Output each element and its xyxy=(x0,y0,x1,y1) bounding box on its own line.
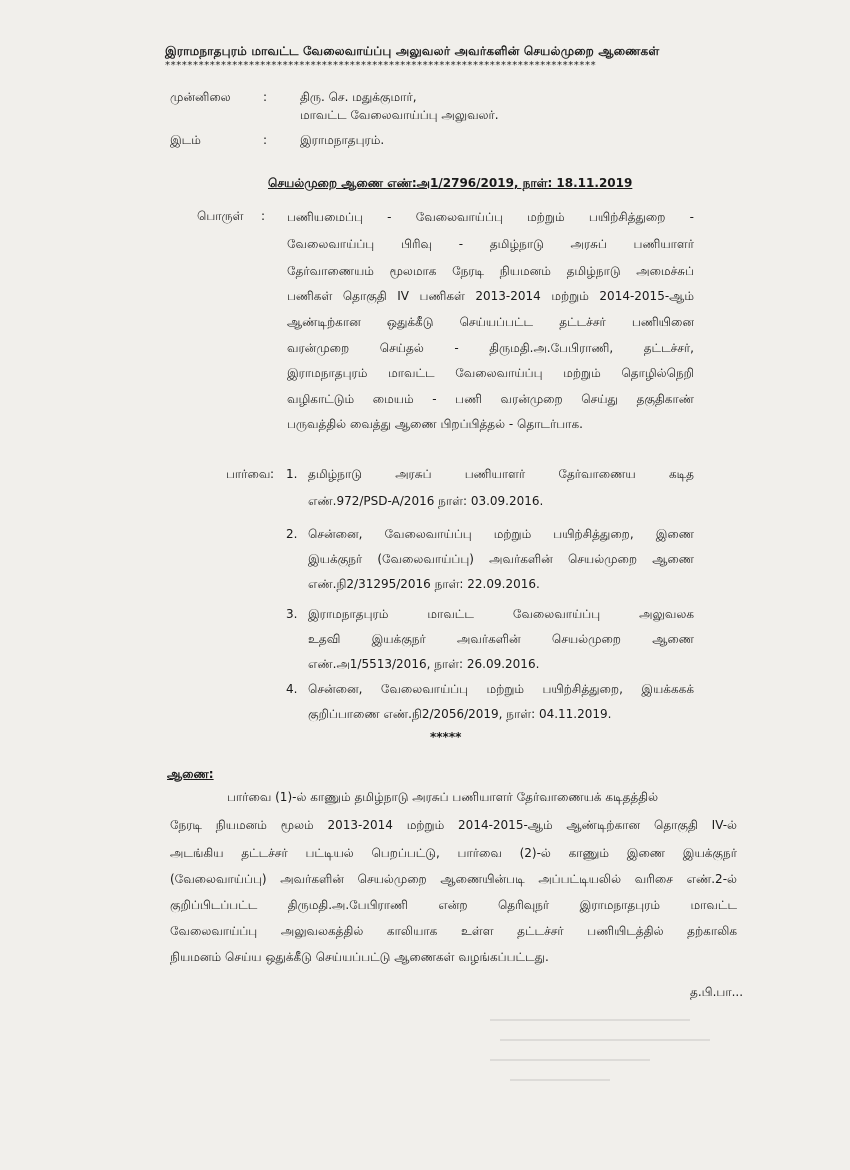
subject-colon: : xyxy=(261,209,266,223)
reference-separator: ***** xyxy=(430,730,462,744)
subject-line: பணியமைப்பு - வேலைவாய்ப்பு மற்றும் பயிற்சித்துறை - xyxy=(287,210,694,224)
subject-line: ஆண்டிற்கான ஒதுக்கீடு செய்யப்பட்ட தட்டச்சர் பணியினை xyxy=(287,315,694,329)
place-value: இராமநாதபுரம். xyxy=(300,133,385,147)
subject-line: வழிகாட்டும் மையம் - பணி வரன்முறை செய்து தகுதிகாண் xyxy=(287,392,694,406)
subject-line: வேலைவாய்ப்பு பிரிவு - தமிழ்நாடு அரசுப் பணியாளர் xyxy=(287,237,694,251)
subject-label: பொருள் xyxy=(197,209,244,223)
order-heading: ஆணை: xyxy=(167,767,214,781)
reference-line: சென்னை, வேலைவாய்ப்பு மற்றும் பயிற்சித்துறை, இயக்ககக் xyxy=(308,682,694,696)
subject-line: பணிகள் தொகுதி IV பணிகள் 2013-2014 மற்றும் 2014-2015-ஆம் xyxy=(287,289,694,303)
reference-number: 1. xyxy=(286,467,298,481)
references-label: பார்வை xyxy=(226,467,271,481)
references-colon: : xyxy=(270,467,275,481)
presence-colon: : xyxy=(263,90,268,104)
reference-line: எண்.அ1/5513/2016, நாள்: 26.09.2016. xyxy=(308,657,540,671)
reference-line: எண்.972/PSD-A/2016 நாள்: 03.09.2016. xyxy=(308,494,544,508)
order-title: செயல்முறை ஆணை எண்:அ1/2796/2019, நாள்: 18.11.2019 xyxy=(268,176,633,190)
header-star-divider: ***************************************************************************** xyxy=(165,60,597,71)
order-paragraph-line: பார்வை (1)-ல் காணும் தமிழ்நாடு அரசுப் பணியாளர் தேர்வாணையக் கடிதத்தில் xyxy=(227,790,659,804)
order-paragraph-line: நியமனம் செய்ய ஒதுக்கீடு செய்யப்பட்டு ஆணைகள் வழங்கப்பட்டது. xyxy=(170,950,549,964)
reference-line: உதவி இயக்குநர் அவர்களின் செயல்முறை ஆணை xyxy=(308,632,694,646)
reference-number: 3. xyxy=(286,607,298,621)
subject-line: தேர்வாணையம் மூலமாக நேரடி நியமனம் தமிழ்நாடு அமைச்சுப் xyxy=(287,264,694,278)
order-paragraph-line: (வேலைவாய்ப்பு) அவர்களின் செயல்முறை ஆணையின்படி அப்பட்டியலில் வரிசை எண்.2-ல் xyxy=(170,872,737,886)
presence-name: திரு. செ. மதுக்குமார், xyxy=(300,90,417,104)
reference-line: சென்னை, வேலைவாய்ப்பு மற்றும் பயிற்சித்துறை, இணை xyxy=(308,527,694,541)
bleed-through-texture xyxy=(490,1010,720,1100)
subject-line: இராமநாதபுரம் மாவட்ட வேலைவாய்ப்பு மற்றும் தொழில்நெறி xyxy=(287,366,694,380)
reference-line: இயக்குநர் (வேலைவாய்ப்பு) அவர்களின் செயல்முறை ஆணை xyxy=(308,552,694,566)
reference-number: 4. xyxy=(286,682,298,696)
reference-line: குறிப்பாணை எண்.நி2/2056/2019, நாள்: 04.11.2019. xyxy=(308,707,612,721)
document-header: இராமநாதபுரம் மாவட்ட வேலைவாய்ப்பு அலுவலர் அவர்களின் செயல்முறை ஆணைகள் xyxy=(165,44,660,58)
page-continuation: த.பி.பா... xyxy=(690,985,744,999)
reference-number: 2. xyxy=(286,527,298,541)
order-paragraph-line: அடங்கிய தட்டச்சர் பட்டியல் பெறப்பட்டு, பார்வை (2)-ல் காணும் இணை இயக்குநர் xyxy=(170,846,737,860)
place-colon: : xyxy=(263,133,268,147)
place-label: இடம் xyxy=(170,133,201,147)
subject-line: பருவத்தில் வைத்து ஆணை பிறப்பித்தல் - தொடர்பாக. xyxy=(287,417,583,431)
order-paragraph-line: நேரடி நியமனம் மூலம் 2013-2014 மற்றும் 2014-2015-ஆம் ஆண்டிற்கான தொகுதி IV-ல் xyxy=(170,818,737,832)
presence-designation: மாவட்ட வேலைவாய்ப்பு அலுவலர். xyxy=(300,108,499,122)
order-paragraph-line: குறிப்பிடப்பட்ட திருமதி.அ.பேபிராணி என்ற தெரிவுநர் இராமநாதபுரம் மாவட்ட xyxy=(170,898,737,912)
presence-label: முன்னிலை xyxy=(170,90,231,104)
order-paragraph-line: வேலைவாய்ப்பு அலுவலகத்தில் காலியாக உள்ள தட்டச்சர் பணியிடத்தில் தற்காலிக xyxy=(170,924,737,938)
reference-line: தமிழ்நாடு அரசுப் பணியாளர் தேர்வாணைய கடித xyxy=(308,467,694,481)
reference-line: இராமநாதபுரம் மாவட்ட வேலைவாய்ப்பு அலுவலக xyxy=(308,607,694,621)
reference-line: எண்.நி2/31295/2016 நாள்: 22.09.2016. xyxy=(308,577,540,591)
subject-line: வரன்முறை செய்தல் - திருமதி.அ.பேபிராணி, தட்டச்சர், xyxy=(287,341,694,355)
